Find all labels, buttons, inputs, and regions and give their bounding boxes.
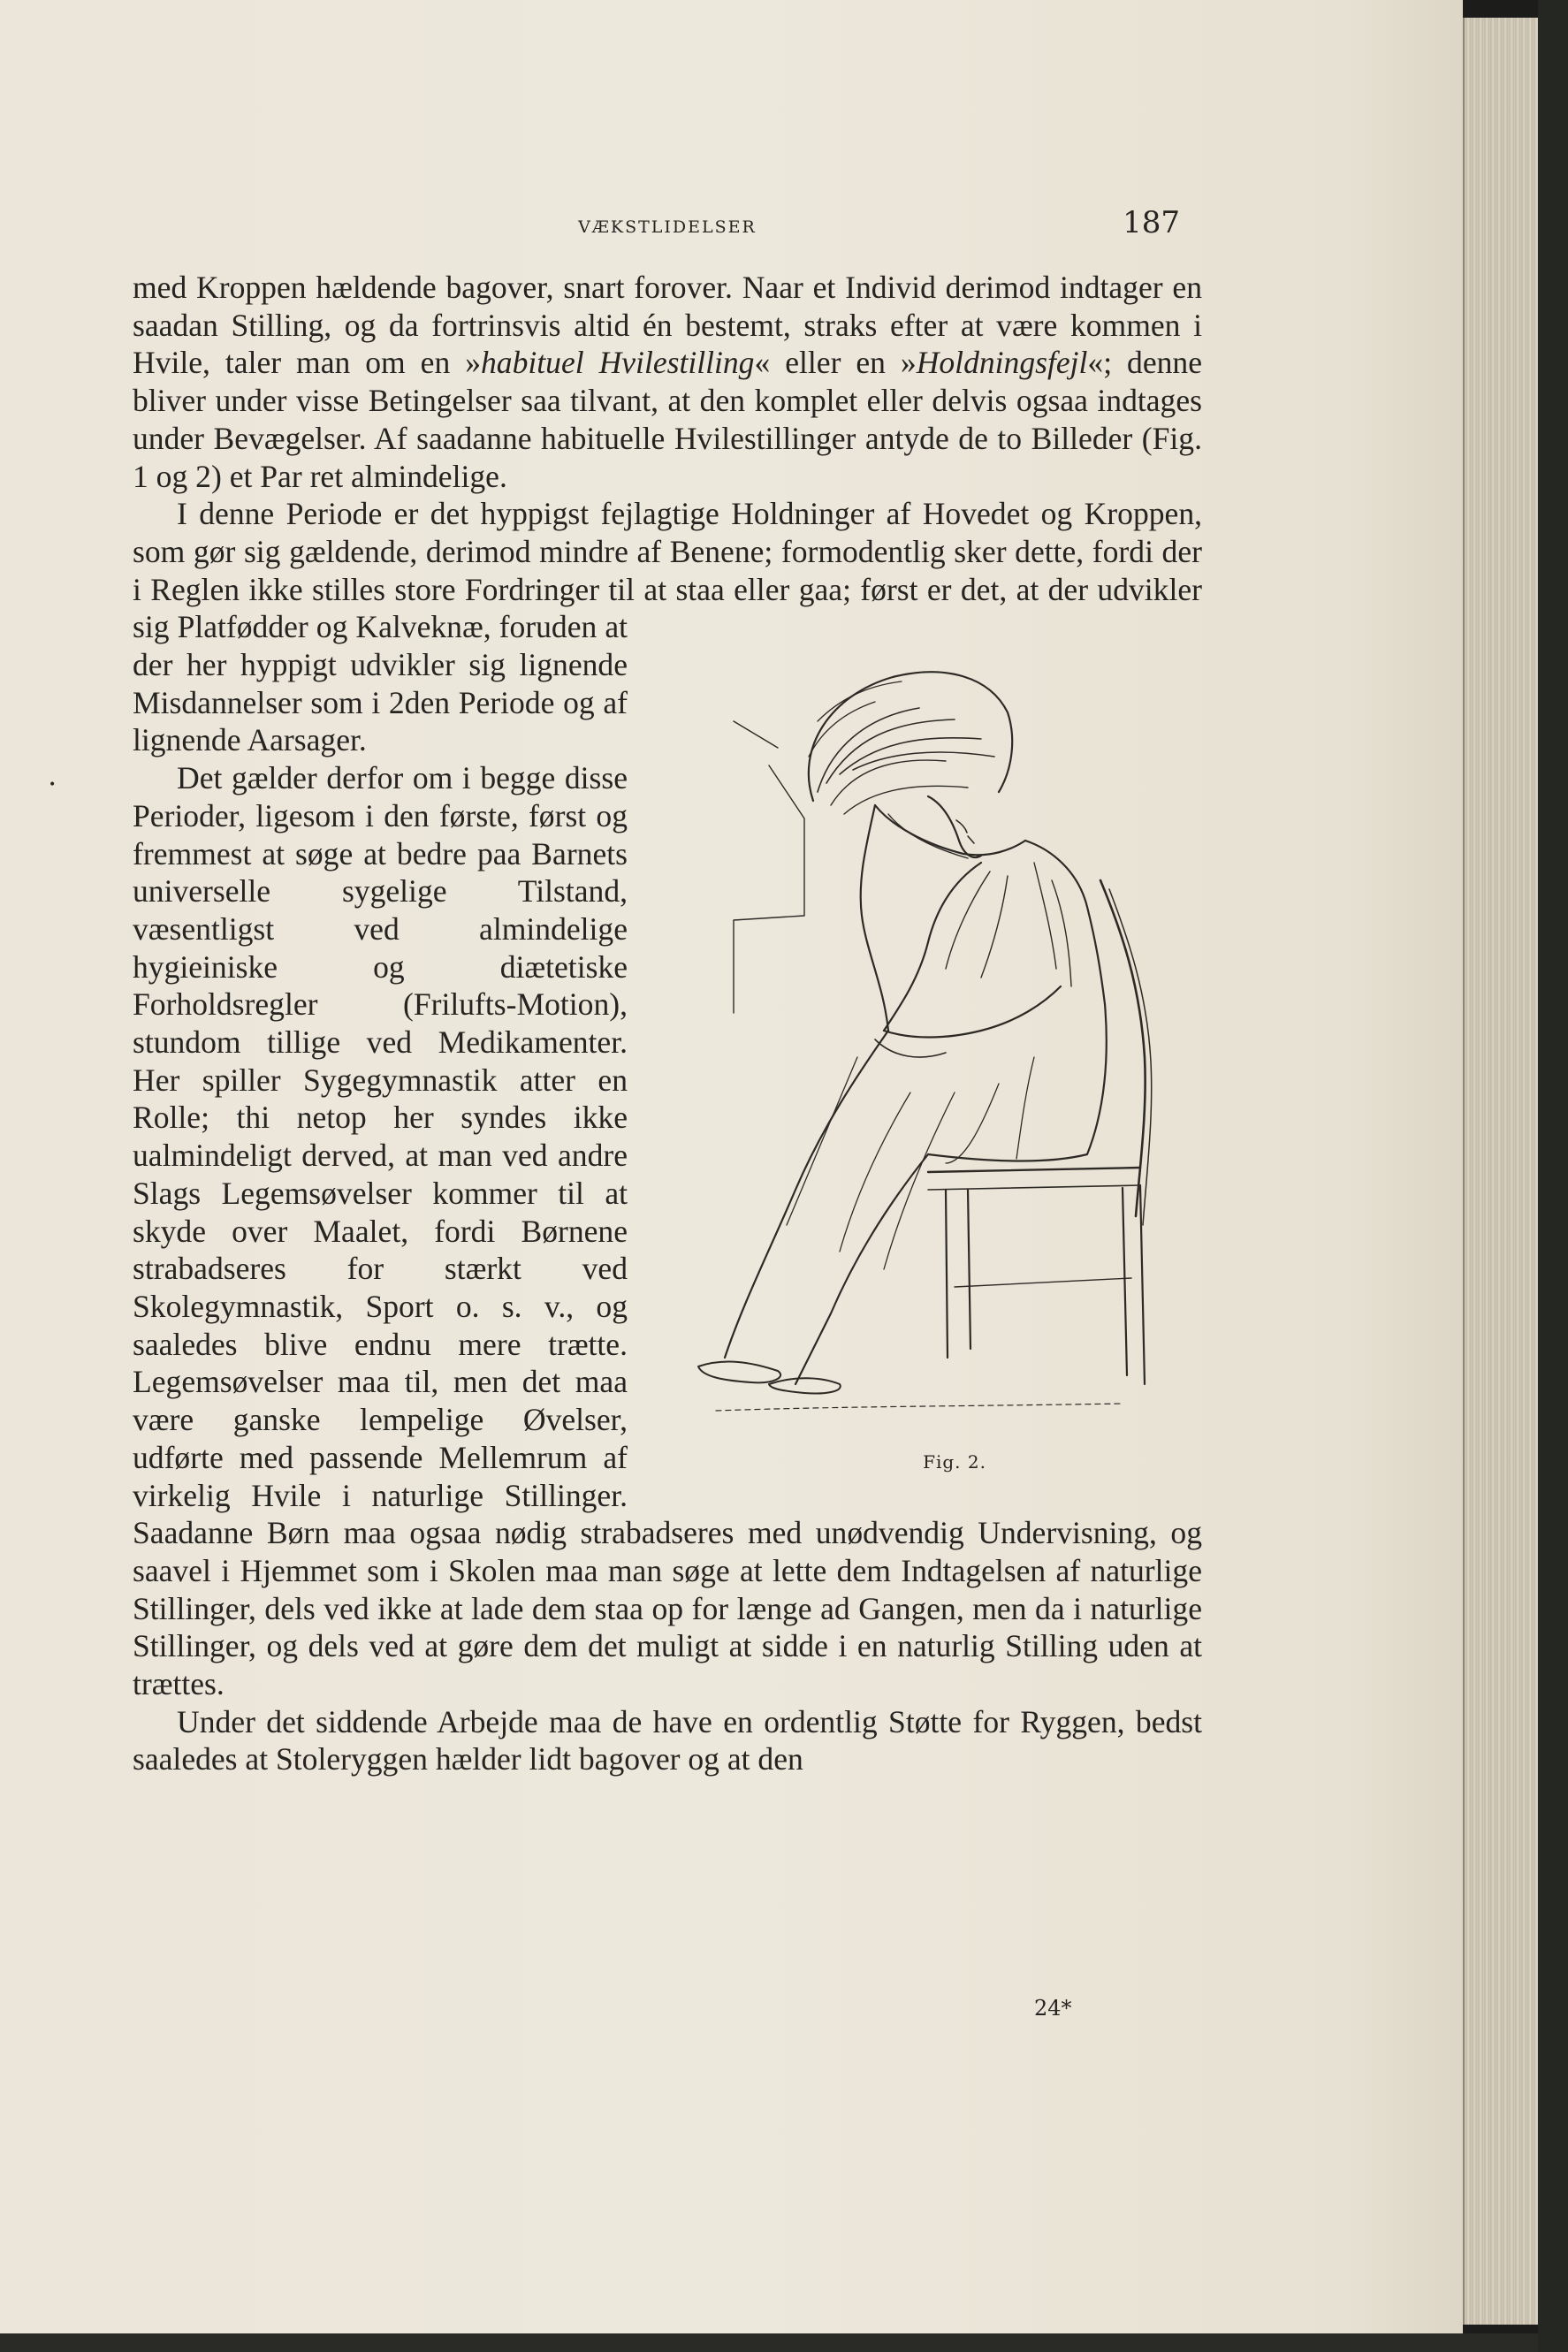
running-head: VÆKSTLIDELSER [578,217,757,237]
signature-mark: 24* [1034,1996,1072,2021]
body-text [133,269,1202,1778]
seated-girl-illustration [663,615,1202,1446]
figure-caption: Fig. 2. [923,1451,986,1473]
italic-term: habituel Hvilestilling [481,345,755,381]
paragraph-3: Det gælder derfor om i begge disse Perioder, ligesom i den første, først og fremmest at søge at bedre paa Barnets universelle sygelige Tilstand, væsentligst ved almindelige hygieiniske og diætetiske Forholdsregler (Frilufts-Motion), stundom tillige ved Medikamenter. Her spiller Sygegymnastik atter en Rolle; thi netop her syndes ikke ualmindeligt derved, at man ved andre Slags Legemsøvelser kommer til at skyde over Maalet, fordi Børnene strabadseres for stærkt ved Skolegymnastik, Sport o. s. v., og saaledes blive endnu mere trætte. Legemsøvelser maa til, men det maa være ganske lempelige Øvelser, udførte med passende Mellemrum af virkelig Hvile i naturlige Stillinger. Saadanne Børn maa ogsaa nødig strabadseres med unødvendig Undervisning, og saavel i Hjemmet som i Skolen maa man søge at lette dem Indtagelsen af naturlige Stillinger, dels ved ikke at lade dem staa op for længe ad Gangen, men da i naturlige Stillinger, og dels ved at gøre dem det muligt at sidde i en naturlig Stilling uden at trættes. [133,760,1202,1702]
paragraph-1 [133,269,1202,495]
paragraph-4: Under det siddende Arbejde maa de have en ordentlig Støtte for Ryggen, bedst saaledes at Stoleryggen hælder lidt bagover og at den [133,1703,1202,1777]
text-run: «; denne bliver under visse Betingelser saa tilvant, at den komplet eller delvis ogsaa indtages under Bevægelser. Af saadanne habituelle Hvilestillinger antyde de to Billeder (Fig. 1 og 2) et Par ret almindelige. [133,345,1202,494]
book-cover-edge [0,2333,1538,2352]
page-number: 187 [1123,205,1180,240]
page-header [133,205,1202,249]
text-run: I denne Periode er det hyppigst fejlagtige Holdninger af Hovedet og Kroppen, som gør sig gældende, derimod mindre af Benene; formodentlig sker dette, fordi der i Reglen ikke stilles store Fordringer til at staa eller gaa; først [133,496,1202,607]
margin-mark: • [49,778,57,792]
text-run: « eller en » [754,345,917,381]
text-run: med Kroppen hældende bagover, snart forover. Naar et Individ derimod indtager en saadan Stilling, og da fortrinsvis altid én bestemt, straks efter at være kommen i Hvile, taler man om en » [133,270,1202,381]
text-run: er det, at der udvikler sig Platfødder og Kalveknæ, foruden at der her hyppigt udvikler sig lignende Misdannelser som i 2den Periode og af lignende Aarsager. [133,571,1202,758]
figure [663,615,1202,1490]
italic-term: Holdningsfejl [916,345,1088,381]
page-edges [1463,18,1540,2325]
book-spine [1538,0,1568,2352]
